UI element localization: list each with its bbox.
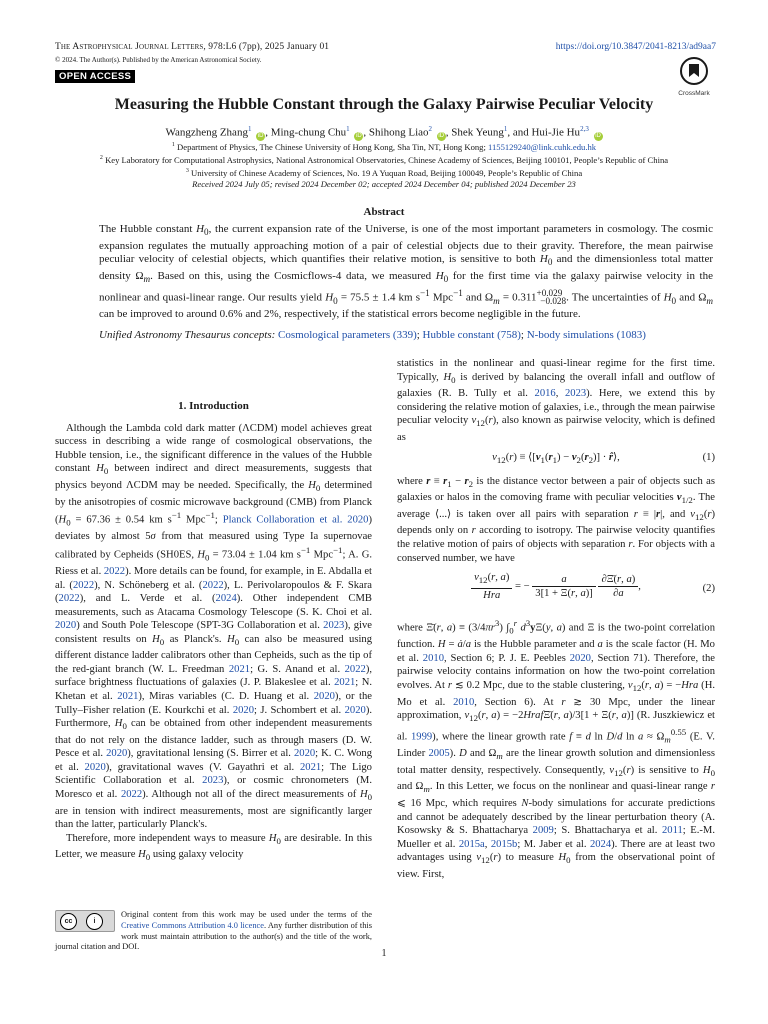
affiliations <box>0 140 768 190</box>
author-name: Shihong Liao <box>368 126 429 139</box>
author-email-link[interactable]: 1155129240@link.cuhk.edu.hk <box>488 141 597 152</box>
page-number: 1 <box>381 948 387 959</box>
uat-concepts: Unified Astronomy Thesaurus concepts: Cosmological parameters (339); Hubble constant (758); N-body simulations (1083) <box>99 329 646 341</box>
paragraph: statistics in the nonlinear and quasi-linear regime for the first time. Typically, $H_0$ is derived by balancing the overall infall and outflow of galaxies (R. B. Tully et al. 2016, 2023). Here, we extend this by considering the relative motion of galaxies, i.e., through the mean pairwise peculiar velocity $v_{12}(r)$, also known as pairwise velocity, which is defined as <box>397 358 716 443</box>
orcid-icon[interactable]: iD <box>356 132 362 139</box>
journal-citation <box>55 42 329 52</box>
author-list: Wangzheng Zhang$^1$ iD , Ming-chung Chu$^1$ iD , Shihong Liao$^2$ iD , Shek Yeung$^1$, and Hui-Jie Hu$^{2,3}$ iD <box>165 125 601 139</box>
doi-link[interactable]: https://doi.org/10.3847/2041-8213/ad9aa7 <box>555 42 716 52</box>
paragraph: Although the Lambda cold dark matter (ΛCDM) model achieves great success in describing a wide range of cosmological observations, the Hubble tension, i.e., the significant difference in the values of the Hubble constant $H_0$ between indirect and direct measurements, suggests that physics beyond ΛCDM may be needed. Specifically, the $H_0$ determined by the anisotropies of cosmic microwave background (CMB) from Planck ($H_0 = 67.36 \pm 0.54$ km $s^{-1}$ Mpc$^{-1}$; Planck Collaboration et al. 2020) deviates by almost 5σ from that measured using Type Ia supernovae calibrated by Cepheids (SH0ES, $H_0 = 73.04 \pm 1.04$ km $s^{-1}$ Mpc$^{-1}$; A. G. Riess et al. 2022). More details can be found, for example, in E. Abdalla et al. (2022), N. Schöneberg et al. (2022), L. Perivolaropoulos & F. Skara (2022), and L. Verde et al. (2024). Other independent CMB measurements, such as Atacama Cosmology Telescope (S. K. Choi et al. 2020) and South Pole Telescope (SPT-3G Collaboration et al. 2023), give consistent results on $H_0$ as Planck's. $H_0$ can also be measured using different distance ladder calibrators other than Cepheids, such as the tip of the red-giant branch (W. L. Freedman 2021; G. S. Anand et al. 2022), surface brightness fluctuations of galaxies (J. P. Blakeslee et al. 2021; N. Khetan et al. 2021), Miras variables (C. D. Huang et al. 2020), or the Tully–Fisher relation (E. Kourkchi et al. 2020; J. Schombert et al. 2020). Furthermore, $H_0$ can be obtained from other independent measurements that do not rely on the distance ladder, such as through masers (D. W. Pesce et al. 2020), gravitational lensing (S. Birrer et al. 2020; K. C. Wong et al. 2020), gravitational waves (V. Gayathri et al. 2021; The Ligo Scientific Collaboration et al. 2023), or cosmic chronometers (M. Moresco et al. 2022). Although not all of the direct measurements of $H_0$ are in tension with indirect measurements, most are significantly larger than the latter, particularly Planck's. <box>55 422 373 831</box>
left-column <box>55 400 372 865</box>
paper-title: Measuring the Hubble Constant through the Galaxy Pairwise Peculiar Velocity <box>114 96 654 113</box>
author-affiliation-mark: 1 <box>503 125 508 133</box>
right-column <box>397 357 715 881</box>
author-name: Hui-Jie Hu <box>531 126 581 139</box>
uat-label: Unified Astronomy Thesaurus concepts: <box>99 329 276 341</box>
abstract-text: The Hubble constant $H_0$, the current expansion rate of the Universe, is one of the most important parameters in cosmology. The cosmic expansion regulates the mutually approaching motion of a pair of celestial objects due to their gravity. Therefore, the mean pairwise peculiar velocity of celestial objects, which quantifies their relative motion, is sensitive to both $H_0$ and the dimensionless total matter density $\Omega_m$. Based on this, using the Cosmicflows-4 data, we measured $H_0$ for the first time via the galaxy pairwise velocity in the nonlinear and quasi-linear range. Our results yield $H_0 = 75.5 \pm 1.4$ km $s^{-1}$ Mpc$^{-1}$ and $\Omega_m = 0.311^{+0.029}_{-0.028}$. The uncertainties of $H_0$ and $\Omega_m$ can be improved to around 0.6% and 2%, respectively, if the statistical errors become negligible in the future. <box>99 223 714 321</box>
uat-link[interactable]: Hubble constant (758) <box>422 329 521 341</box>
crossmark-logo[interactable] <box>676 57 712 97</box>
orcid-icon[interactable]: iD <box>257 132 264 139</box>
author-affiliation-mark: 2,3 <box>580 125 589 133</box>
affiliation-1: $^1$ Department of Physics, The Chinese University of Hong Kong, Sha Tin, NT, Hong Kong; 1155129240@link.cuhk.edu.hk <box>171 141 597 152</box>
equation-1: $v_{12}(r)$ ≡ $⟨[v_1(r_1) - v_2(r_2)]$ · r̂⟩, (1) <box>492 451 715 465</box>
crossmark-label: CrossMark <box>678 90 710 97</box>
crossmark-icon <box>680 57 708 85</box>
cc-by-icon[interactable]: cc i <box>55 910 115 932</box>
open-access-badge: OPEN ACCESS <box>55 70 135 83</box>
received-dates: Received 2024 July 05; revised 2024 December 02; accepted 2024 December 04; published 2024 December 23 <box>192 178 576 189</box>
affiliation-3: $^3$ University of Chinese Academy of Sciences, No. 19 A Yuquan Road, Beijing 100049, People’s Republic of China <box>185 167 583 178</box>
journal-volume: , 978:L6 (7pp), 2025 January 01 <box>203 42 330 52</box>
license-link[interactable]: Creative Commons Attribution 4.0 licence <box>121 920 264 930</box>
copyright-notice: © 2024. The Author(s). Published by the American Astronomical Society. <box>55 56 262 64</box>
abstract-heading: Abstract <box>363 206 405 218</box>
paragraph: where $r \equiv r_1 - r_2$ is the distance vector between a pair of objects such as galaxies or halos in the comoving frame with peculiar velocities $v_{1/2}$. The average ⟨...⟩ is taken over all pairs with separation r ≡ |r|, and $v_{12}(r)$ depends only on r according to isotropy. The pairwise velocity quantifies the relative motion of pairs of objects with separation r. For objects with a conserved number, we have <box>397 475 715 564</box>
author-affiliation-mark: 1 <box>247 125 252 133</box>
author-affiliation-mark: 1 <box>346 125 350 133</box>
license-notice: cc i Original content from this work may be used under the terms of the Creative Commons Attribution 4.0 licence. Any further distribution of this work must maintain attribution to the author(s) and the title of the work, journal citation and DOI. <box>55 910 372 952</box>
paragraph: Therefore, more independent ways to measure $H_0$ are desirable. In this Letter, we measure $H_0$ using galaxy velocity <box>55 832 373 863</box>
affiliation-2: $^2$ Key Laboratory for Computational Astrophysics, National Astronomical Observatories, Chinese Academy of Sciences, Beijing 100101, People’s Republic of China <box>99 154 669 165</box>
author-affiliation-mark: 2 <box>428 125 433 133</box>
equation-2: $\frac{v_{12}(r, a)}{\text{Hra}}$ = − $\frac{a}{3[1 + \Xi(r, a)]}$ $\frac{\partial\Xī(r, a)}{\partial a}$ , (2) <box>397 571 715 611</box>
author-name: Wangzheng Zhang <box>165 126 248 139</box>
orcid-icon[interactable]: iD <box>595 132 601 139</box>
paragraph: where Ξ̄(r, $a) \equiv (3/4\pi r^3)$ $\int_0^r$ $d^3y\Xi(y$, a) and Ξ is the two-point correlation function. H = ȧ/a is the Hubble parameter and a is the scale factor (H. Mo et al. 2010, Section 6; P. J. E. Peebles 2020, Section 71). Therefore, the pairwise velocity contains information on how the two-point correlation evolves. At r ≲ 0.2 Mpc, due to the stable clustering, $v_{12}(r$, a) = −Hra (H. Mo et al. 2010, Section 6). At r ≳ 30 Mpc, under the linear approximation, $v_{12}(r$, a) = −2HrafΞ̄(r, a)/3[1 + Ξ(r, a)] (R. Juszkiewicz et al. 1999), where the linear growth rate f ≡ d ln D/d $\ln a \approx \Omega_m^{0.55}$ (E. V. Linder 2005). D and $\Omega_m$ are the linear growth solution and dimensionless total matter density, respectively. Consequently, $v_{12}(r)$ is sensitive to $H_0$ and $\Omega_m$. In this Letter, we focus on the nonlinear and quasi-linear range r ⩽ 16 Mpc, which requires N-body simulations for accurate predictions and cannot be adequately described by the linear perturbation theory (A. Kosowsky & S. Bhattacharya 2009; S. Bhattacharya et al. 2011; E.-M. Mueller et al. 2015a, 2015b; M. Jaber et al. 2024). There are at least two advantages using $v_{12}(r)$ to measure $H_0$ from the observational point of view. First, <box>397 618 716 880</box>
journal-name: The Astrophysical Journal Letters <box>55 42 204 52</box>
uat-link[interactable]: N-body simulations (1083) <box>526 329 646 341</box>
orcid-icon[interactable]: iD <box>438 132 445 139</box>
uat-link[interactable]: Cosmological parameters (339) <box>278 329 417 341</box>
author-name: Ming-chung Chu <box>270 126 347 139</box>
author-name: Shek Yeung <box>451 126 504 139</box>
section-heading: 1. Introduction <box>178 400 249 412</box>
